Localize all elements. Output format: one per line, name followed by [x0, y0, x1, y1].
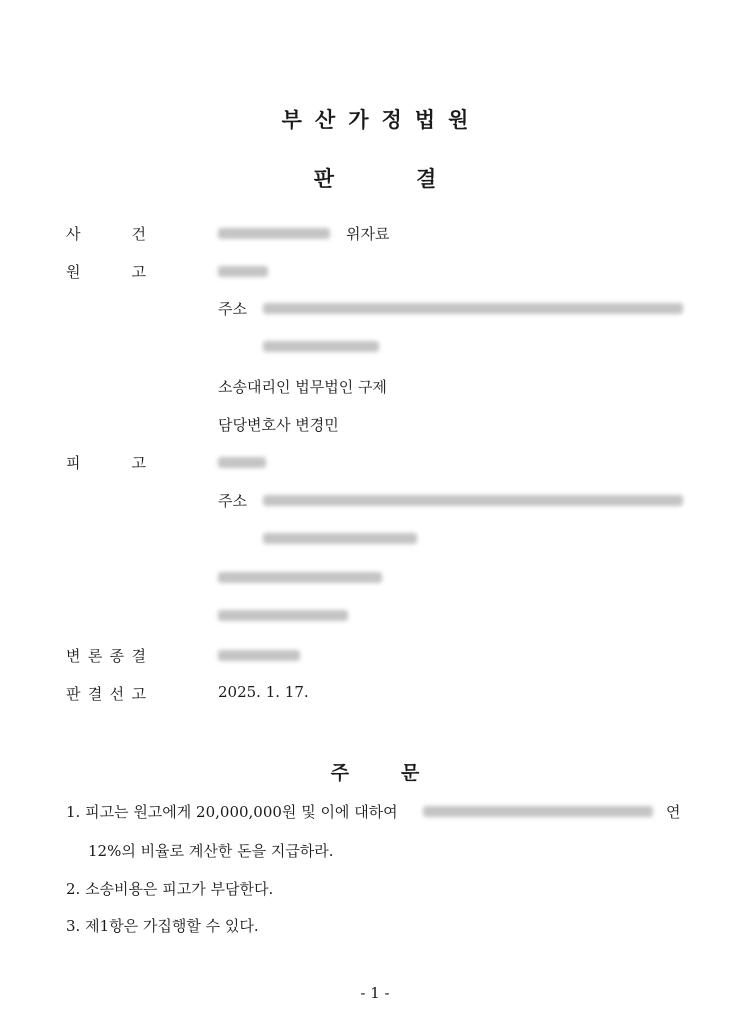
redacted-defendant-address-cont [263, 533, 417, 544]
order-item-1-line-1-end: 연 [666, 803, 681, 821]
plaintiff-address-label: 주소 [218, 300, 247, 318]
ruling-date-value: 2025. 1. 17. [218, 683, 309, 701]
order-title: 주 문 [330, 762, 420, 784]
order-item-1-line-1: 1. 피고는 원고에게 20,000,000원 및 이에 대하여 [66, 803, 398, 821]
redacted-closing-date [218, 650, 300, 661]
order-item-3: 3. 제1항은 가집행할 수 있다. [66, 917, 259, 935]
redacted-plaintiff-address-cont [263, 341, 379, 352]
plaintiff-label: 원 고 [66, 263, 146, 281]
defendant-label: 피 고 [66, 454, 146, 472]
redacted-defendant-representative [218, 572, 382, 583]
closing-label: 변 론 종 결 [66, 647, 146, 665]
redacted-defendant-attorney [218, 610, 348, 621]
redacted-plaintiff-address [263, 303, 683, 314]
case-name: 위자료 [346, 225, 390, 243]
case-label: 사 건 [66, 225, 146, 243]
title-char-1: 판 [313, 166, 334, 191]
plaintiff-attorney: 담당변호사 변경민 [218, 416, 339, 434]
redacted-interest-period [423, 806, 653, 817]
ruling-date-label: 판 결 선 고 [66, 685, 146, 703]
order-item-1-line-2: 12%의 비율로 계산한 돈을 지급하라. [88, 842, 334, 860]
document-title [0, 163, 750, 193]
page-number: - 1 - [360, 984, 390, 1002]
redacted-defendant-name [218, 457, 266, 468]
defendant-address-label: 주소 [218, 492, 247, 510]
plaintiff-representative: 소송대리인 법무법인 구제 [218, 378, 387, 396]
court-name: 부산가정법원 [281, 107, 482, 132]
redacted-plaintiff-name [218, 266, 268, 277]
order-item-2: 2. 소송비용은 피고가 부담한다. [66, 880, 274, 898]
redacted-case-number [218, 228, 330, 239]
redacted-defendant-address [263, 495, 683, 506]
title-char-2: 결 [416, 166, 437, 191]
